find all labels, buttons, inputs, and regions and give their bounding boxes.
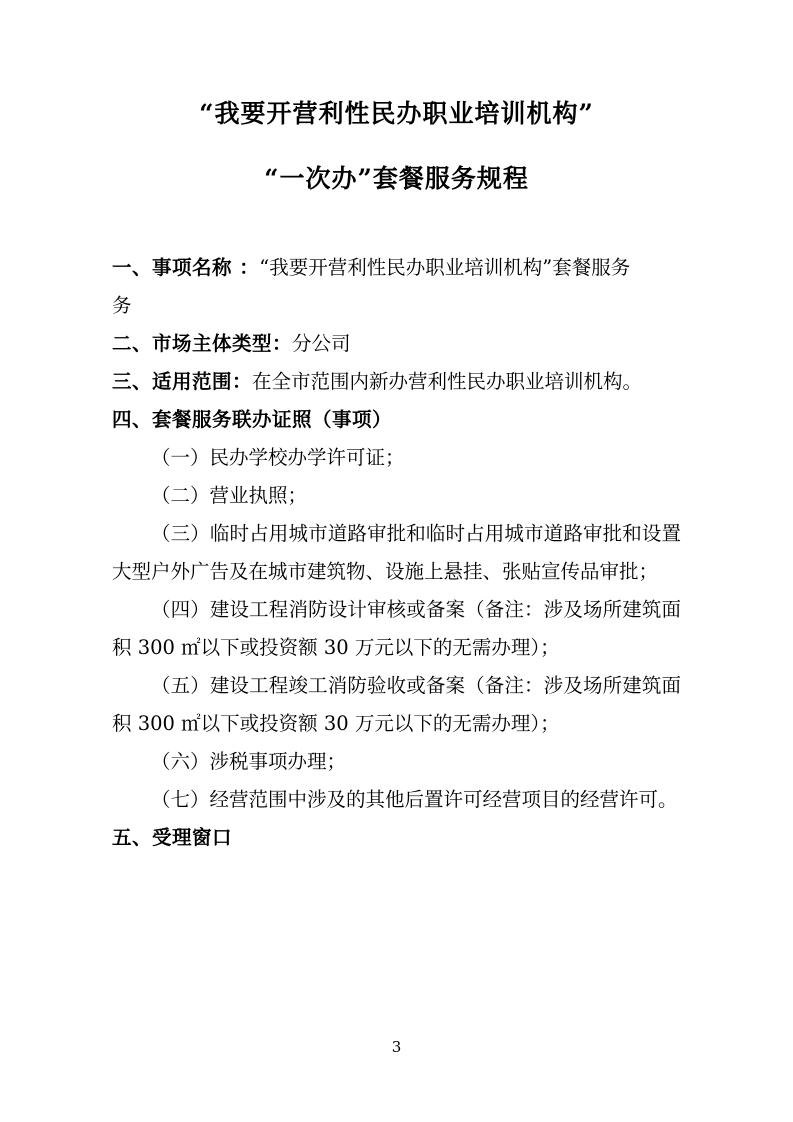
list-item: （二）营业执照；	[151, 483, 308, 507]
title-line-2: “一次办”套餐服务规程	[264, 163, 529, 193]
section-item-name-text: “我要开营利性民办职业培训机构”套餐服务	[259, 255, 631, 279]
title-line-1: “我要开营利性民办职业培训机构”	[199, 99, 594, 128]
section-item-name	[112, 249, 681, 287]
section-heading-acceptance-window: 五、受理窗口	[112, 825, 233, 849]
list-item: （一）民办学校办学许可证；	[151, 445, 405, 469]
section-item-name-continuation: 务	[112, 293, 132, 317]
section-item-name-label: 一、事项名称 ：	[112, 255, 260, 279]
section-scope	[112, 363, 681, 401]
list-item: （四）建设工程消防设计审核或备案（备注：涉及场所建筑面积 300 ㎡以下或投资额 30 万元以下的无需办理）；	[112, 597, 681, 659]
section-entity-type-label: 二、市场主体类型：	[112, 331, 293, 355]
section-heading-licenses: 四、套餐服务联办证照（事项）	[112, 407, 393, 431]
section-entity-type	[112, 325, 681, 363]
section-entity-type-text: 分公司	[292, 331, 351, 355]
list-item: （五）建设工程竣工消防验收或备案（备注：涉及场所建筑面积 300 ㎡以下或投资额 30 万元以下的无需办理）；	[112, 673, 681, 735]
list-item: （七）经营范围中涉及的其他后置许可经营项目的经营许可。	[151, 787, 678, 811]
document-body	[112, 249, 681, 857]
page-title	[112, 95, 681, 199]
list-item: （三）临时占用城市道路审批和临时占用城市道路审批和设置大型户外广告及在城市建筑物、设施上悬挂、张贴宣传品审批；	[112, 521, 681, 583]
page-number: 3	[391, 1038, 402, 1056]
section-scope-text: 在全市范围内新办营利性民办职业培训机构。	[252, 369, 643, 393]
list-item: （六）涉税事项办理；	[151, 749, 347, 773]
section-scope-label: 三、适用范围：	[112, 369, 253, 393]
